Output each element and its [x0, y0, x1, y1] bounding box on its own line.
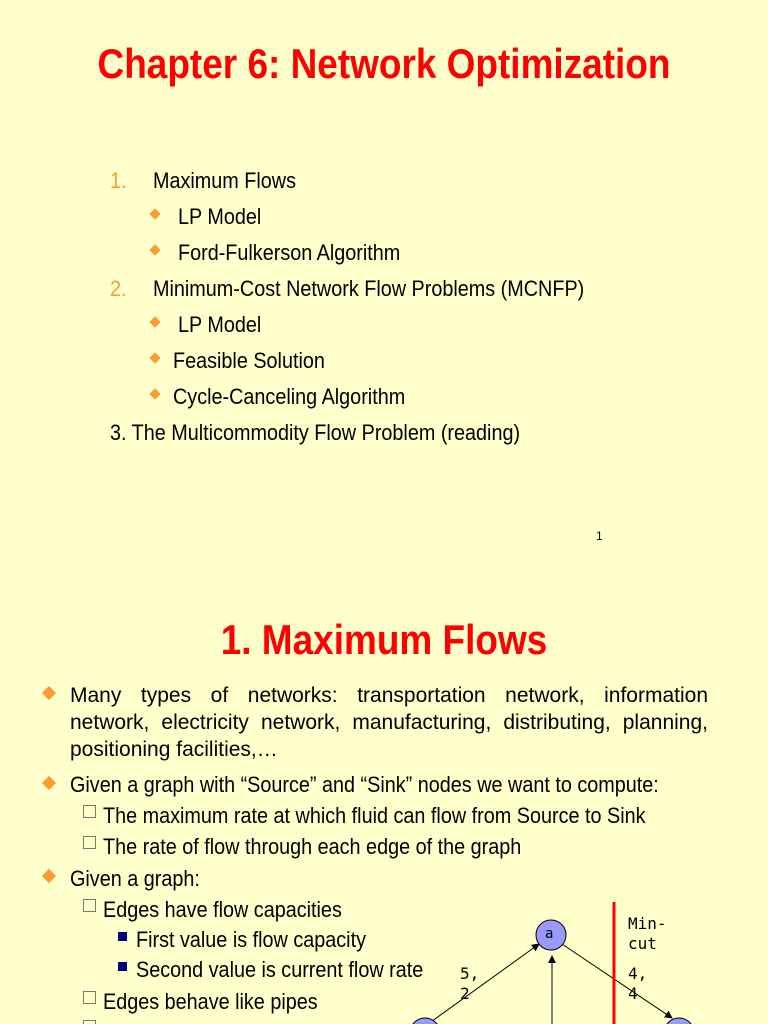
- bullet-source-sink: Given a graph with “Source” and “Sink” nodes we want to compute:: [70, 772, 659, 797]
- item-number: 2.: [110, 276, 127, 301]
- diamond-bullet-icon: [149, 352, 160, 363]
- item-label: Minimum-Cost Network Flow Problems (MCNFP): [153, 276, 585, 301]
- outline-item-3: 3. The Multicommodity Flow Problem (reading): [110, 420, 521, 445]
- item-label: LP Model: [178, 312, 262, 337]
- diamond-bullet-icon: [149, 244, 160, 255]
- item-label: Cycle-Canceling Algorithm: [173, 384, 406, 409]
- sub-sub-bullet: First value is flow capacity: [136, 927, 366, 952]
- diamond-bullet-icon: [149, 316, 160, 327]
- edge-label-left: 5, 2: [460, 964, 480, 1003]
- min-cut-label: Min-cut: [628, 914, 667, 953]
- item-label: Feasible Solution: [173, 348, 325, 373]
- node-a-label: a: [545, 926, 554, 942]
- flow-network-graph: [0, 584, 768, 1024]
- edge-label-right: 4, 4: [628, 964, 648, 1003]
- sub-bullet: The rate of flow through each edge of the graph: [103, 834, 522, 859]
- sub-bullet: The maximum rate at which fluid can flow from Source to Sink: [103, 803, 646, 828]
- item-label: LP Model: [178, 204, 262, 229]
- slide-2: [0, 584, 768, 1024]
- sub-bullet: Edges behave like pipes: [103, 989, 318, 1014]
- page-number: 1: [596, 529, 603, 543]
- item-number: 1.: [110, 168, 127, 193]
- edge-a-t: [562, 944, 672, 1018]
- slide-title: Chapter 6: Network Optimization: [97, 40, 671, 87]
- diamond-bullet-icon: [149, 388, 160, 399]
- bullet-given-graph: Given a graph:: [70, 866, 200, 891]
- slide-title: 1. Maximum Flows: [220, 616, 548, 663]
- item-label: Ford-Fulkerson Algorithm: [178, 240, 401, 265]
- sub-bullet: Edges have flow capacities: [103, 897, 342, 922]
- item-label: Maximum Flows: [153, 168, 297, 193]
- diamond-bullet-icon: [149, 208, 160, 219]
- node-sink: [664, 1018, 694, 1024]
- sub-sub-bullet: Second value is current flow rate: [136, 957, 424, 982]
- bullet-networks: Many types of networks: transportation network, information network, electricity network, manufacturing, distributing, planning, positioning facilities,…: [70, 684, 708, 761]
